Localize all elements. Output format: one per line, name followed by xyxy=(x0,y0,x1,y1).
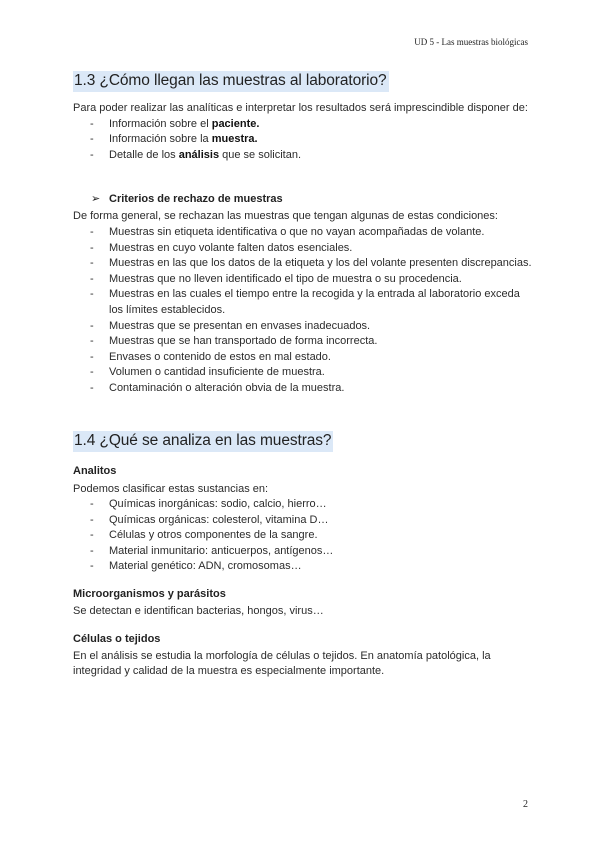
dash-marker: - xyxy=(90,148,94,161)
list-item: - Detalle de los análisis que se solicitan. xyxy=(109,148,533,164)
dash-marker: - xyxy=(90,133,94,146)
microorganisms-text: Se detectan e identifican bacterias, hongos, virus… xyxy=(73,605,324,618)
microorganisms-heading: Microorganismos y parásitos xyxy=(73,588,226,601)
list-item: - Muestras que se han transportado de forma incorrecta. xyxy=(90,335,378,348)
section-1-4-title: 1.4 ¿Qué se analiza en las muestras? xyxy=(73,431,333,452)
rejection-criteria-list xyxy=(73,225,533,397)
list-item: - Células y otros componentes de la sangre. xyxy=(90,529,318,542)
arrow-bullet-icon: ➢ xyxy=(91,193,101,206)
running-header: UD 5 - Las muestras biológicas xyxy=(414,37,528,47)
dash-marker: - xyxy=(90,117,94,130)
analitos-intro: Podemos clasificar estas sustancias en: xyxy=(73,482,269,495)
analitos-list xyxy=(73,497,533,575)
list-item: - Información sobre la muestra. xyxy=(109,132,533,148)
page-content xyxy=(73,71,533,680)
required-info-list xyxy=(73,117,533,164)
list-item: - Muestras en las que los datos de la etiqueta y los del volante presenten discrepancias. xyxy=(90,257,532,270)
list-item: - Información sobre el paciente. xyxy=(109,117,533,133)
list-item: - Muestras en las cuales el tiempo entre la recogida y la entrada al laboratorio exceda los límites establecidos. xyxy=(90,288,520,316)
list-item: - Envases o contenido de estos en mal estado. xyxy=(90,350,331,363)
list-item: - Muestras que no lleven identificado el tipo de muestra o su procedencia. xyxy=(90,272,462,285)
analitos-heading: Analitos xyxy=(73,464,117,477)
list-item: - Contaminación o alteración obvia de la muestra. xyxy=(90,381,345,394)
page-number: 2 xyxy=(523,799,528,810)
criteria-intro: De forma general, se rechazan las muestras que tengan algunas de estas condiciones: xyxy=(73,210,498,223)
list-item: - Material genético: ADN, cromosomas… xyxy=(90,560,302,573)
list-item: - Muestras que se presentan en envases inadecuados. xyxy=(90,319,371,332)
list-item: - Muestras sin etiqueta identificativa o que no vayan acompañadas de volante. xyxy=(90,225,485,238)
section-1-3-title: 1.3 ¿Cómo llegan las muestras al laboratorio? xyxy=(73,71,389,92)
list-item: - Muestras en cuyo volante falten datos esenciales. xyxy=(90,241,353,254)
list-item: - Químicas orgánicas: colesterol, vitamina D… xyxy=(90,513,329,526)
cells-heading: Células o tejidos xyxy=(73,632,161,645)
section-1-3-intro: Para poder realizar las analíticas e interpretar los resultados será imprescindible disponer de: xyxy=(73,102,528,114)
list-item: - Químicas inorgánicas: sodio, calcio, hierro… xyxy=(90,498,327,511)
list-item: - Volumen o cantidad insuficiente de muestra. xyxy=(90,366,325,379)
criteria-heading: ➢ Criterios de rechazo de muestras xyxy=(91,193,283,206)
cells-text: En el análisis se estudia la morfología de células o tejidos. En anatomía patológica, la integridad y calidad de la muestra es especialmente importante. xyxy=(73,649,491,678)
list-item: - Material inmunitario: anticuerpos, antígenos… xyxy=(90,544,334,557)
